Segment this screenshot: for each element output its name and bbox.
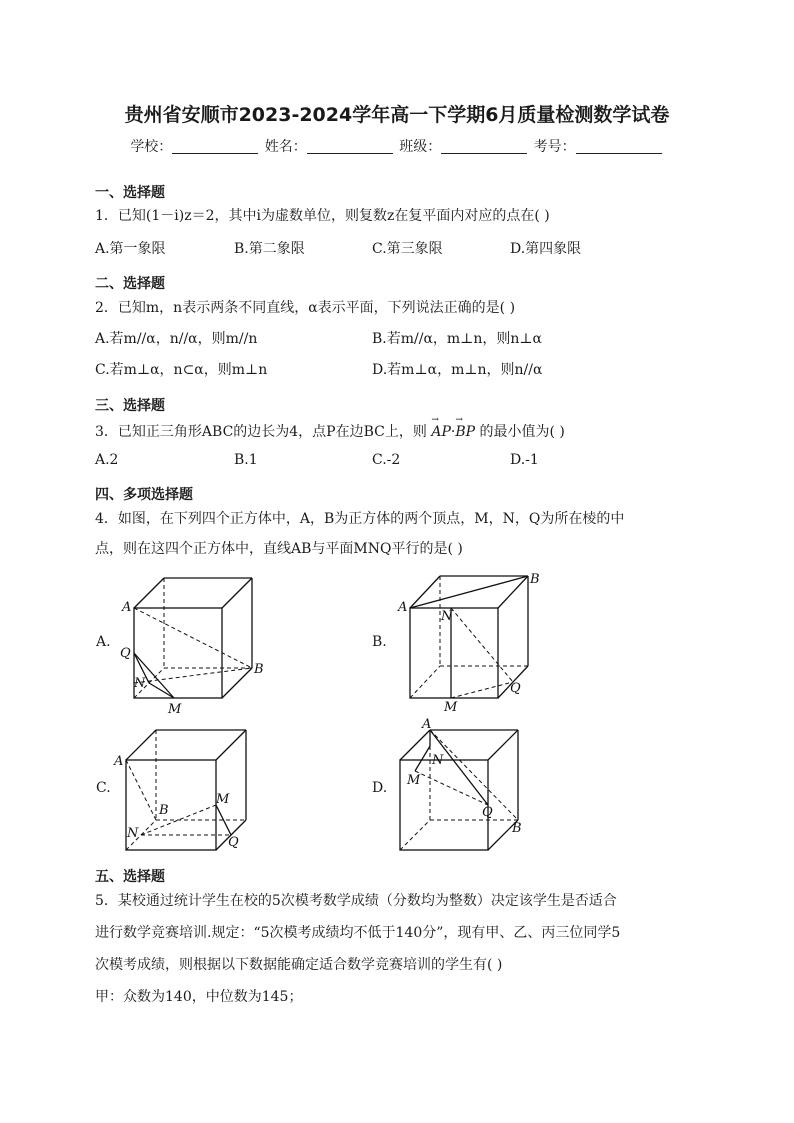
cube-d-point-b: B	[512, 821, 522, 836]
question-2-stem: 2．已知m，n表示两条不同直线，α表示平面，下列说法正确的是( )	[95, 300, 516, 316]
q3-stem-end: 的最小值为( )	[479, 424, 565, 440]
cube-c-point-n: N	[127, 826, 139, 841]
cube-d-point-m: M	[407, 773, 421, 788]
question-5-line-4: 甲：众数为140，中位数为145；	[95, 989, 303, 1005]
number-blank	[576, 139, 662, 154]
q3-dot: ·	[450, 424, 456, 440]
cube-b-point-m: M	[444, 700, 458, 715]
name-blank	[307, 139, 393, 154]
cube-a-point-q: Q	[120, 646, 131, 661]
cube-figure-b	[394, 568, 554, 718]
cube-b-point-n: N	[441, 609, 453, 624]
q2-option-c: C.若m⊥α，n⊂α，则m⊥n	[95, 362, 268, 378]
school-blank	[172, 139, 258, 154]
question-4-line-2: 点，则在这四个正方体中，直线AB与平面MNQ平行的是( )	[95, 541, 463, 557]
figure-c-label: C.	[96, 780, 111, 796]
question-4-line-1: 4．如图，在下列四个正方体中，A，B为正方体的两个顶点，M，N，Q为所在棱的中	[95, 511, 625, 527]
number-label: 考号：	[533, 139, 576, 155]
q2-option-b: B.若m//α，m⊥n，则n⊥α	[372, 331, 542, 347]
q1-option-a: A.第一象限	[95, 241, 166, 257]
q1-option-c: C.第三象限	[372, 241, 443, 257]
cube-c-point-a: A	[114, 754, 124, 769]
class-blank	[441, 139, 527, 154]
cube-a-point-a: A	[122, 600, 132, 615]
q3-stem-start: 3．已知正三角形ABC的边长为4，点P在边BC上，则	[95, 424, 427, 440]
cube-a-point-b: B	[254, 662, 264, 677]
question-5-line-3: 次模考成绩，则根据以下数据能确定适合数学竞赛培训的学生有( )	[95, 957, 503, 973]
class-label: 班级：	[399, 139, 442, 155]
cube-figure-a	[112, 570, 272, 720]
question-5-line-1: 5．某校通过统计学生在校的5次模考数学成绩（分数均为整数）决定该学生是否适合	[95, 893, 617, 909]
name-label: 姓名：	[264, 139, 307, 155]
page-title: 贵州省安顺市2023-2024学年高一下学期6月质量检测数学试卷	[124, 104, 670, 126]
section-heading-5: 五、选择题	[95, 869, 165, 885]
section-heading-4: 四、多项选择题	[95, 487, 193, 503]
question-5-line-2: 进行数学竞赛培训.规定：“5次模考成绩均不低于140分”，现有甲、乙、丙三位同学5	[95, 925, 621, 941]
figure-a-label: A.	[96, 634, 111, 650]
cube-a-point-m: M	[168, 702, 182, 717]
cube-figure-d	[394, 716, 554, 862]
q3-option-c: C.-2	[372, 452, 401, 468]
q3-option-d: D.-1	[510, 452, 539, 468]
cube-b-point-a: A	[398, 600, 408, 615]
cube-figure-c	[112, 722, 272, 862]
cube-c-point-q: Q	[228, 835, 239, 850]
q1-option-b: B.第二象限	[234, 241, 305, 257]
cube-d-point-a: A	[422, 717, 432, 732]
q3-vector-bp: → BP	[455, 424, 475, 440]
cube-b-point-q: Q	[510, 681, 521, 696]
q2-option-d: D.若m⊥α，m⊥n，则n//α	[372, 362, 543, 378]
q3-vector-ap: → AP	[431, 424, 451, 440]
section-heading-3: 三、选择题	[95, 398, 165, 414]
q3-option-a: A.2	[95, 452, 119, 468]
q3-option-b: B.1	[234, 452, 258, 468]
q2-option-a: A.若m//α，n//α，则m//n	[95, 331, 258, 347]
figure-b-label: B.	[372, 634, 387, 650]
question-1-stem: 1．已知(1－i)z＝2，其中i为虚数单位，则复数z在复平面内对应的点在( )	[95, 208, 550, 224]
cube-d-point-n: N	[432, 753, 444, 768]
cube-d-point-q: Q	[482, 805, 493, 820]
school-label: 学校：	[130, 139, 173, 155]
cube-c-point-m: M	[216, 792, 230, 807]
student-info-row	[0, 136, 794, 156]
section-heading-2: 二、选择题	[95, 276, 165, 292]
section-heading-1: 一、选择题	[95, 185, 165, 201]
q1-option-d: D.第四象限	[510, 241, 582, 257]
cube-b-point-b: B	[530, 572, 540, 587]
question-3-stem	[95, 421, 565, 441]
cube-c-point-b: B	[159, 803, 169, 818]
figure-d-label: D.	[372, 780, 388, 796]
cube-a-point-n: N	[134, 676, 146, 691]
